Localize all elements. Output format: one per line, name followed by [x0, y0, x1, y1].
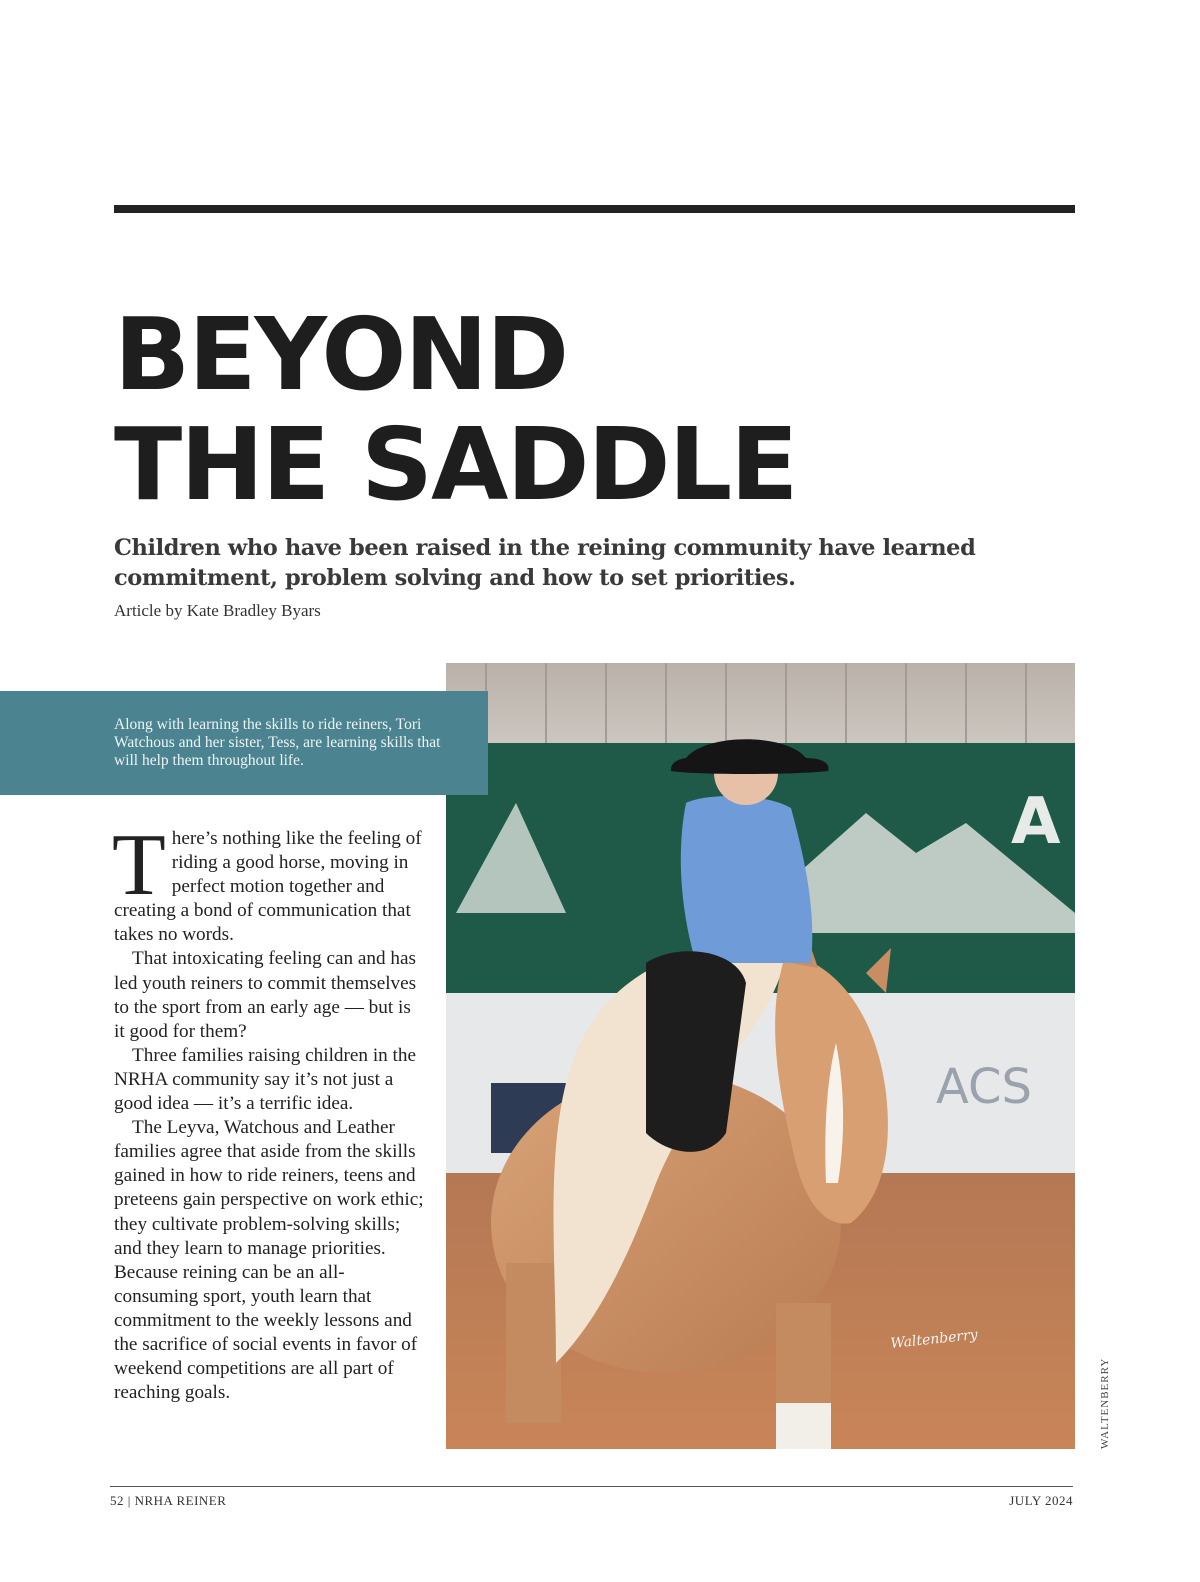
dek: Children who have been raised in the reining community have learned commitment, problem solving and how to set priorities.	[114, 535, 976, 591]
dropcap: T	[112, 817, 166, 914]
top-rule	[114, 205, 1075, 213]
photo-credit: WALTENBERRY	[1099, 1357, 1111, 1449]
article-body	[112, 817, 424, 1405]
sponsor-text: ACS	[936, 1059, 1032, 1115]
body-paragraph-3: Three families raising children in the NRHA community say it’s not just a good idea — it’s a terrific idea.	[114, 1044, 416, 1115]
photo-caption: Along with learning the skills to ride reiners, Tori Watchous and her sister, Tess, are learning skills that will help them throughout life.	[114, 716, 441, 769]
byline: Article by Kate Bradley Byars	[114, 601, 321, 620]
horse-rider-photo	[446, 663, 1075, 1449]
banner-text: A	[1011, 785, 1061, 859]
body-paragraph-1	[112, 817, 424, 947]
headline-line-2: THE SADDLE	[114, 406, 797, 523]
body-paragraph-1-text: here’s nothing like the feeling of riding a good horse, moving in perfect motion together and creating a bond of communication that takes no words.	[114, 828, 422, 946]
headline	[114, 296, 797, 523]
footer-rule	[110, 1486, 1073, 1487]
footer-folio: 52 | NRHA REINER	[110, 1493, 227, 1508]
headline-line-1: BEYOND	[114, 296, 568, 413]
footer-date: JULY 2024	[1009, 1493, 1073, 1508]
body-paragraph-4: The Leyva, Watchous and Leather families agree that aside from the skills gained in how to ride reiners, teens and preteens gain perspective on work ethic; they cultivate problem-solving skills; and they learn to manage priorities. Because reining can be an all-consuming sport, youth learn that commitment to the weekly lessons and the sacrifice of social events in favor of weekend competitions are all part of reaching goals.	[114, 1117, 424, 1404]
body-paragraph-2: That intoxicating feeling can and has led youth reiners to commit themselves to the sport from an early age — but is it good for them?	[114, 948, 417, 1042]
photo-watermark: Waltenberry	[889, 1326, 979, 1352]
